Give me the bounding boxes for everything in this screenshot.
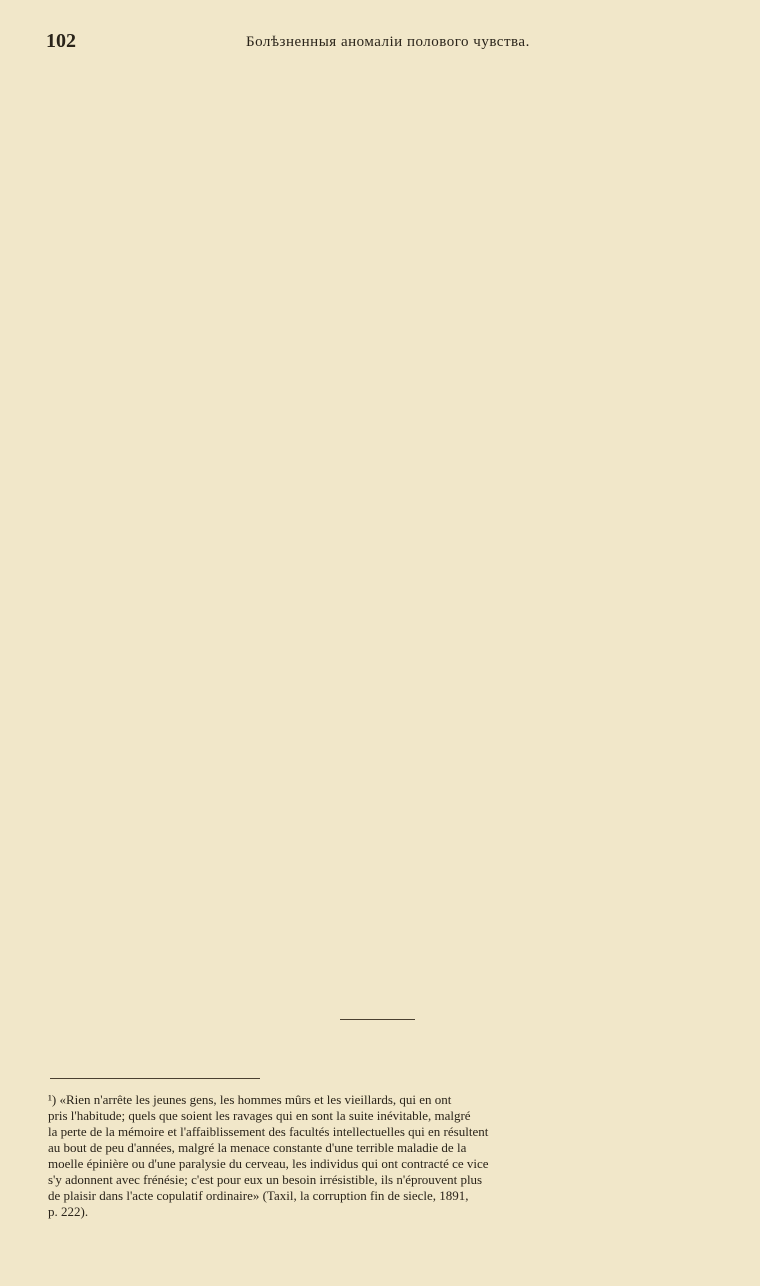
section-divider <box>340 1019 415 1020</box>
footnote-line: ¹) «Rien n'arrête les jeunes gens, les hommes mûrs et les vieillards, qui en ont <box>48 1092 452 1107</box>
footnote-line: moelle épinière ou d'une paralysie du cerveau, les individus qui ont contracté ce vice <box>48 1156 489 1171</box>
running-title: Болѣзненныя аномаліи полового чувства. <box>246 34 530 50</box>
footnote-line: pris l'habitude; quels que soient les ravages qui en sont la suite inévitable, malgré <box>48 1108 471 1123</box>
footnote-line: au bout de peu d'années, malgré la menace constante d'une terrible maladie de la <box>48 1140 467 1155</box>
page-number: 102 <box>46 30 76 52</box>
footnote-divider <box>50 1078 260 1079</box>
page-header <box>46 30 714 58</box>
footnote-line: s'y adonnent avec frénésie; c'est pour eux un besoin irrésistible, ils n'éprouvent plus <box>48 1172 483 1187</box>
footnote-line: p. 222). <box>48 1204 89 1219</box>
footnote <box>48 1092 724 1220</box>
footnote-line: la perte de la mémoire et l'affaiblissement des facultés intellectuelles qui en résultent <box>48 1124 489 1139</box>
footnote-line: de plaisir dans l'acte copulatif ordinaire» (Taxil, la corruption fin de siecle, 1891, <box>48 1188 469 1203</box>
